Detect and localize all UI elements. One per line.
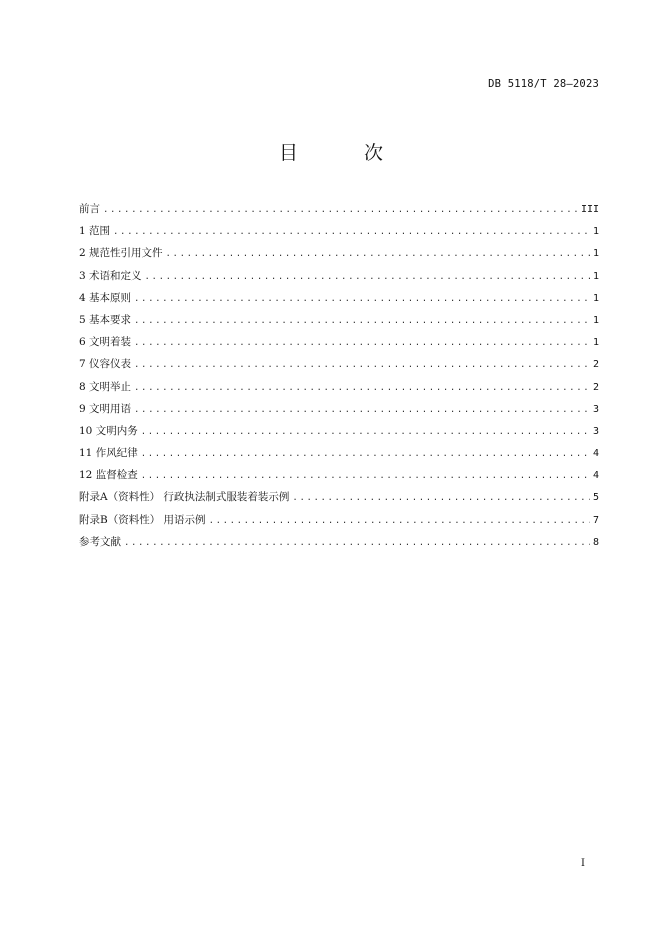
toc-dot-leader: [292, 487, 590, 509]
toc-dot-leader: [134, 332, 590, 354]
toc-entry-page: 1: [592, 314, 599, 326]
toc-dot-leader: [166, 243, 590, 265]
toc-entry-page: 2: [592, 381, 599, 393]
toc-dot-leader: [145, 266, 590, 288]
toc-entry-label: 6 文明着装: [79, 336, 132, 349]
toc-entry-label: 12 监督检查: [79, 469, 138, 482]
toc-entry-page: 2: [592, 359, 599, 371]
toc-entry-label: 2 规范性引用文件: [79, 247, 163, 260]
toc-dot-leader: [134, 310, 590, 332]
toc-entry-page: 1: [592, 270, 599, 282]
toc-entry-label: 附录B（资料性） 用语示例: [79, 513, 206, 526]
page-number: I: [581, 858, 585, 869]
toc-entry-page: 1: [592, 337, 599, 349]
toc-entry-page: 1: [592, 292, 599, 304]
toc-entry-label: 7 仪容仪表: [79, 358, 132, 371]
toc-dot-leader: [134, 288, 590, 310]
toc-dot-leader: [141, 421, 590, 443]
toc-entry-page: 4: [592, 470, 599, 482]
toc-entry-page: 7: [592, 514, 599, 526]
toc-entry[interactable]: [79, 442, 599, 464]
toc-entry[interactable]: [79, 265, 599, 287]
toc-entry-label: 9 文明用语: [79, 402, 132, 415]
toc-entry[interactable]: [79, 309, 599, 331]
toc-entry-page: 1: [592, 226, 599, 238]
toc-dot-leader: [124, 532, 590, 554]
toc-entry-page: 5: [592, 492, 599, 504]
toc-entry-label: 前言: [79, 203, 100, 215]
toc-title: 目 次: [278, 142, 414, 164]
toc-entry-label: 附录A（资料性） 行政执法制式服装着装示例: [79, 491, 290, 504]
toc-dot-leader: [134, 354, 590, 376]
toc-dot-leader: [141, 443, 590, 465]
toc-dot-leader: [113, 221, 590, 243]
toc-entry-page: 3: [592, 403, 599, 415]
toc-entry[interactable]: [79, 198, 599, 220]
toc-entry[interactable]: [79, 486, 599, 508]
toc-entry[interactable]: [79, 331, 599, 353]
toc-entry-page: 3: [592, 425, 599, 437]
toc-entry[interactable]: [79, 509, 599, 531]
toc-entry-page: III: [580, 204, 599, 215]
toc-entry-label: 4 基本原则: [79, 291, 132, 304]
toc-dot-leader: [209, 510, 590, 532]
toc-dot-leader: [134, 377, 590, 399]
toc-entry-page: 1: [592, 248, 599, 260]
toc-entry[interactable]: [79, 287, 599, 309]
toc-entry-label: 10 文明内务: [79, 424, 138, 437]
toc-entry-label: 1 范围: [79, 225, 111, 238]
toc-entry[interactable]: [79, 464, 599, 486]
table-of-contents: [79, 198, 599, 553]
toc-entry-label: 3 术语和定义: [79, 269, 142, 282]
toc-entry-page: 8: [592, 536, 599, 548]
toc-dot-leader: [141, 465, 590, 487]
toc-entry[interactable]: [79, 420, 599, 442]
toc-dot-leader: [103, 199, 578, 221]
toc-entry[interactable]: [79, 398, 599, 420]
toc-entry-label: 11 作风纪律: [79, 447, 138, 460]
toc-entry[interactable]: [79, 353, 599, 375]
toc-entry-label: 参考文献: [79, 535, 121, 548]
toc-entry[interactable]: [79, 531, 599, 553]
toc-entry[interactable]: [79, 220, 599, 242]
toc-entry-label: 8 文明举止: [79, 380, 132, 393]
toc-entry[interactable]: [79, 376, 599, 398]
toc-entry[interactable]: [79, 242, 599, 264]
toc-entry-label: 5 基本要求: [79, 313, 132, 326]
toc-dot-leader: [134, 399, 590, 421]
toc-entry-page: 4: [592, 448, 599, 460]
document-code: DB 5118/T 28—2023: [488, 78, 599, 90]
